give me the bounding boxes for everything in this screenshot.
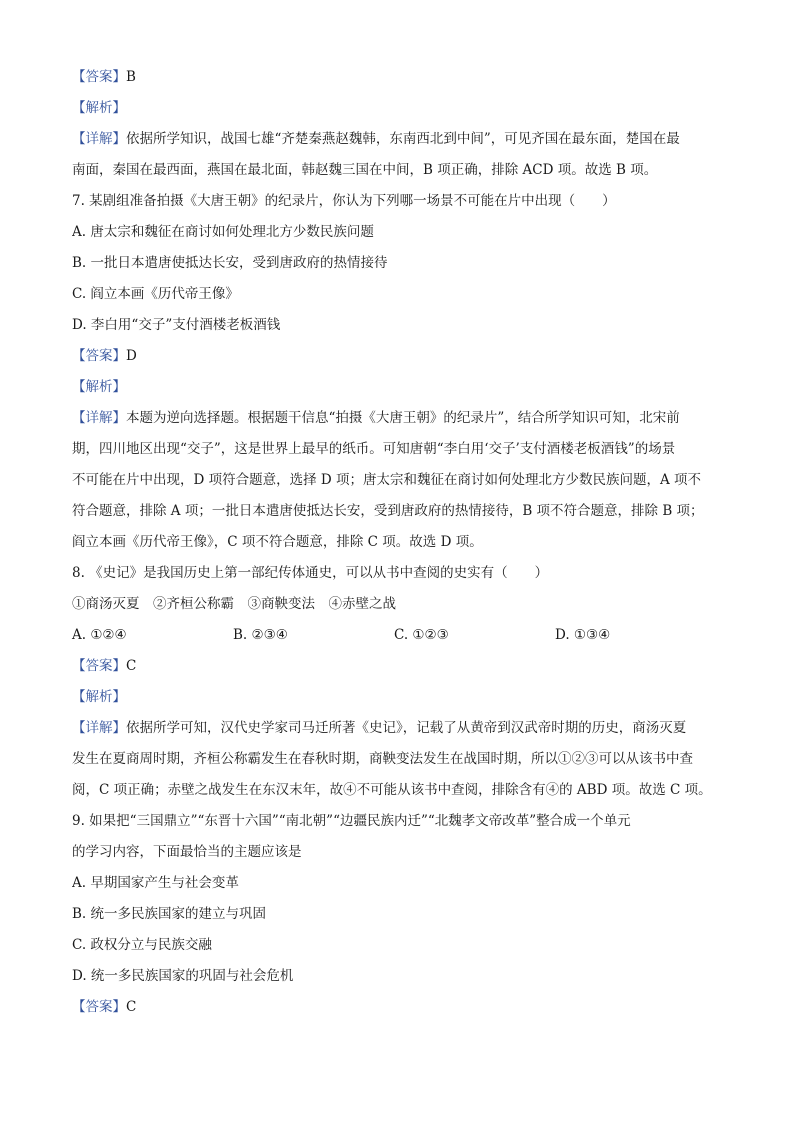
q9-option-a: A. 早期国家产生与社会变革 bbox=[72, 875, 239, 891]
q8-option-d: D. ①③④ bbox=[555, 627, 611, 643]
detail-text: 南面，秦国在最西面，燕国在最北面，韩赵魏三国在中间，B 项正确，排除 ACD 项。故选 B 项。 bbox=[72, 162, 658, 178]
detail-text: 依据所学可知，汉代史学家司马迁所著《史记》，记载了从黄帝到汉武帝时期的历史，商汤灭夏 bbox=[126, 720, 687, 736]
q8-option-a: A. ①②④ bbox=[72, 627, 127, 643]
q9-stem-line-1: 9. 如果把“三国鼎立”“东晋十六国”“南北朝”“边疆民族内迁”“北魏孝文帝改革”整合成一个单元 bbox=[72, 813, 631, 829]
q7-option-d: D. 李白用“交子”支付酒楼老板酒钱 bbox=[72, 317, 281, 333]
q7-detail-line-5: 阎立本画《历代帝王像》，C 项不符合题意，排除 C 项。故选 D 项。 bbox=[72, 534, 483, 550]
analysis-label: 【解析】 bbox=[72, 379, 126, 395]
q8-analysis-line bbox=[72, 682, 716, 713]
answer-value: C bbox=[126, 658, 137, 674]
q6-detail-line-1 bbox=[72, 124, 716, 155]
q9-option-c: C. 政权分立与民族交融 bbox=[72, 937, 212, 953]
answer-tag: 【答案】 bbox=[72, 348, 126, 364]
q7-option-b: B. 一批日本遣唐使抵达长安，受到唐政府的热情接待 bbox=[72, 255, 388, 271]
q8-answer-line bbox=[72, 651, 716, 682]
q8-items: ①商汤灭夏 ②齐桓公称霸 ③商鞅变法 ④赤壁之战 bbox=[72, 596, 396, 612]
q7-detail-line-4: 符合题意，排除 A 项；一批日本遣唐使抵达长安，受到唐政府的热情接待，B 项不符合题意，排除 B 项； bbox=[72, 503, 704, 519]
q9-stem-line-2: 的学习内容，下面最恰当的主题应该是 bbox=[72, 844, 302, 860]
q8-detail-line-1 bbox=[72, 713, 716, 744]
detail-tag: 【详解】 bbox=[72, 131, 126, 147]
q7-answer-line bbox=[72, 341, 716, 372]
detail-text: 本题为逆向选择题。根据题干信息“拍摄《大唐王朝》的纪录片”，结合所学知识可知，北宋前 bbox=[126, 410, 680, 426]
q8-stem: 8. 《史记》是我国历史上第一部纪传体通史，可以从书中查阅的史实有（ ） bbox=[72, 565, 549, 581]
q8-option-c: C. ①②③ bbox=[394, 627, 449, 643]
answer-tag: 【答案】 bbox=[72, 658, 126, 674]
answer-value: B bbox=[126, 69, 136, 85]
q8-option-b: B. ②③④ bbox=[233, 627, 288, 643]
q7-stem: 7. 某剧组准备拍摄《大唐王朝》的纪录片，你认为下列哪一场景不可能在片中出现（ ） bbox=[72, 193, 616, 209]
answer-tag: 【答案】 bbox=[72, 999, 126, 1015]
q7-option-c: C. 阎立本画《历代帝王像》 bbox=[72, 286, 239, 302]
detail-text: 依据所学知识，战国七雄“齐楚秦燕赵魏韩，东南西北到中间”，可见齐国在最东面，楚国在最 bbox=[126, 131, 680, 147]
q8-detail-line-3: 阅，C 项正确；赤壁之战发生在东汉末年，故④不可能从该书中查阅，排除含有④的 ABD 项。故选 C 项。 bbox=[72, 782, 712, 798]
detail-tag: 【详解】 bbox=[72, 720, 126, 736]
analysis-label: 【解析】 bbox=[72, 100, 126, 116]
answer-value: D bbox=[126, 348, 137, 364]
q6-answer-line bbox=[72, 62, 716, 93]
q7-analysis-line bbox=[72, 372, 716, 403]
q9-option-b: B. 统一多民族国家的建立与巩固 bbox=[72, 906, 267, 922]
q7-detail-line-2: 期，四川地区出现“交子”，这是世界上最早的纸币。可知唐朝“李白用‘交子’支付酒楼老板酒钱”的场景 bbox=[72, 441, 676, 457]
q8-detail-line-2: 发生在夏商周时期，齐桓公称霸发生在春秋时期，商鞅变法发生在战国时期，所以①②③可以从该书中查 bbox=[72, 751, 693, 767]
q7-option-a: A. 唐太宗和魏征在商讨如何处理北方少数民族问题 bbox=[72, 224, 374, 240]
q9-answer-line bbox=[72, 992, 716, 1023]
answer-value: C bbox=[126, 999, 137, 1015]
q6-analysis-line bbox=[72, 93, 716, 124]
analysis-label: 【解析】 bbox=[72, 689, 126, 705]
q7-detail-line-3: 不可能在片中出现，D 项符合题意，选择 D 项；唐太宗和魏征在商讨如何处理北方少数民族问题，A 项不 bbox=[72, 472, 702, 488]
detail-tag: 【详解】 bbox=[72, 410, 126, 426]
q9-option-d: D. 统一多民族国家的巩固与社会危机 bbox=[72, 968, 294, 984]
q6-detail-line-2 bbox=[72, 155, 716, 186]
q8-options bbox=[72, 620, 716, 651]
q7-detail-line-1 bbox=[72, 403, 716, 434]
answer-tag: 【答案】 bbox=[72, 69, 126, 85]
